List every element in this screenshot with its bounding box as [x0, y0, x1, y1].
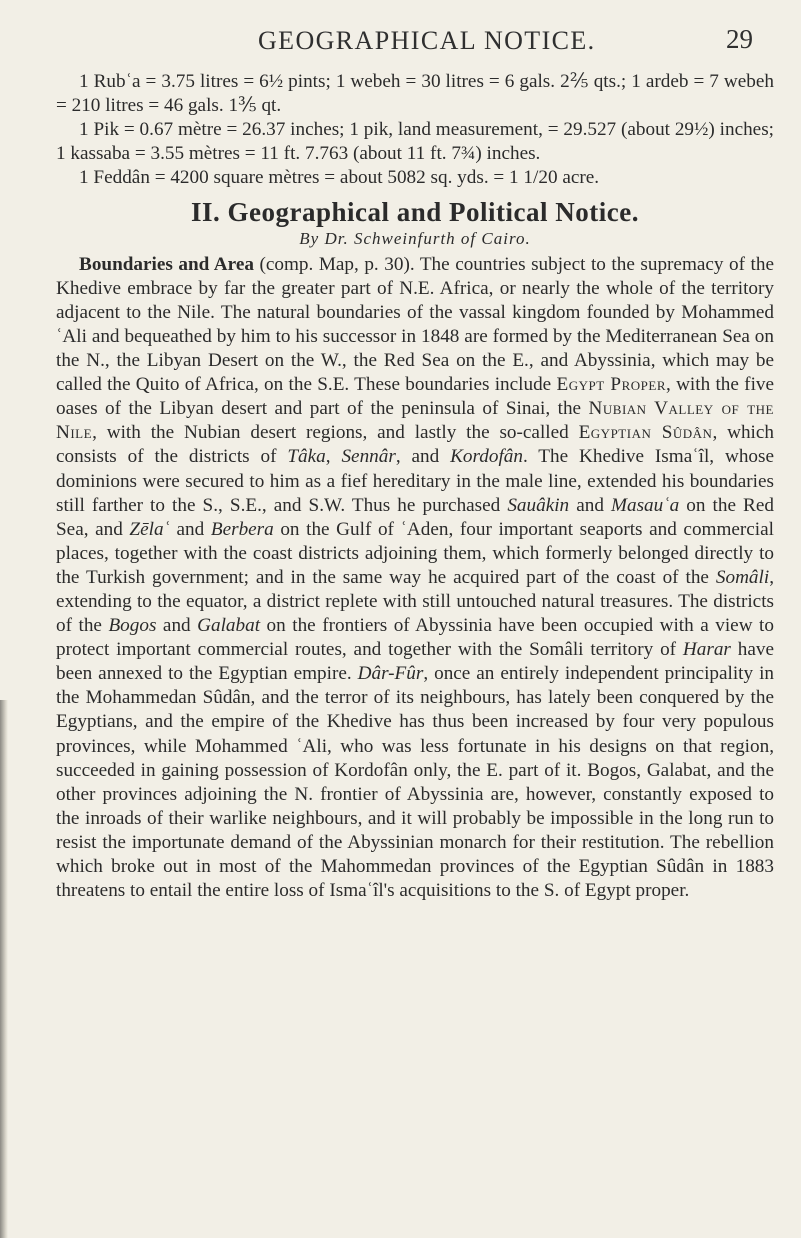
place-name: Harar [682, 639, 731, 661]
place-name: Berbera [210, 518, 274, 540]
section-heading: II. Geographical and Political Notice. [191, 197, 639, 228]
place-name: Dâr-Fûr [357, 663, 424, 685]
section-body [56, 253, 774, 904]
binding-shadow [0, 700, 8, 1238]
place-name: Egypt Proper [556, 374, 666, 396]
place-name: Egyptian Sûdân [578, 422, 713, 444]
page-number: 29 [726, 24, 753, 54]
body-text: (comp. Map, p. 30). The countries subject to the supremacy of the Khedive embrace by far the greater part of N.E. Africa, or nearly the whole of the territory adjacent to the Nile. The natural boundaries of the vassal kingdom founded by Mohammed ʿAli and bequeathed by him to his successor in 1848 are formed by the Mediterranean Sea on the N., the Libyan Desert on the W., the Red Sea on the E., and Abyssinia, which may be called the Quito of Africa, on the S.E. These boundaries include [56, 253, 774, 396]
body-text: . The Khedive Ismaʿîl, whose dominions were secured to him as a fief hereditary in the male line, extended his boundaries still farther to the S., S.E., and S.W. Thus he purchased [56, 446, 774, 516]
measure-line: 1 Feddân = 4200 square mètres = about 5082 sq. yds. = 1 1/20 acre. [79, 167, 600, 189]
place-name: Sauâkin [507, 494, 570, 516]
measure-line: 1 Rubʿa = 3.75 litres = 6½ pints; 1 webeh = 30 litres = 6 gals. 2⅖ qts.; 1 ardeb = 7 webeh = 210 litres = 46 gals. 1⅗ qt. [56, 71, 774, 117]
body-text: on the Red Sea, and [56, 494, 774, 540]
body-text: , which consists of the districts of [56, 422, 774, 468]
body-text: on the frontiers of Abyssinia have been occupied with a view to protect important commercial routes, and together with the Somâli territory of [56, 615, 774, 661]
place-name: Zēlaʿ [129, 518, 170, 540]
body-text: and [169, 518, 211, 540]
place-name: Masauʿa [611, 494, 680, 516]
section-lead: Boundaries and Area [79, 253, 254, 275]
body-text: , with the Nubian desert regions, and lastly the so-called [92, 422, 579, 444]
body-text: and [156, 615, 198, 637]
body-text: , once an entirely independent principality in the Mohammedan Sûdân, and the terror of its neighbours, has lately been conquered by the Egyptians, and the empire of the Khedive has thus been increased by four very populous provinces, while Mohammed ʿAli, who was less fortunate in his designs on that region, succeeded in gaining possession of Kordofân only, the E. part of it. Bogos, Galabat, and the other provinces adjoining the N. frontier of Abyssinia are, however, constantly exposed to the inroads of their warlike neighbours, and it will probably be impossible in the long run to resist the importunate demand of the Abyssinian monarch for their restitution. The rebellion which broke out in most of the Mahommedan provinces of the Egyptian Sûdân in 1883 threatens to entail the entire loss of Ismaʿîl's acquisitions to the S. of Egypt proper. [56, 663, 774, 902]
place-name: Kordofân [450, 446, 523, 468]
place-name: Tâka [287, 446, 326, 468]
place-name: Sennâr [341, 446, 396, 468]
body-text: and [569, 494, 611, 516]
body-text: , [325, 446, 342, 468]
body-text: on the Gulf of ʿAden, four important seaports and commercial places, together with the coast districts adjoining them, which formerly belonged directly to the Turkish government; and in the same way he acquired part of the coast of the [56, 518, 774, 588]
body-text: , with the five oases of the Libyan desert and part of the peninsula of Sinai, the [56, 374, 775, 420]
measure-line: 1 Pik = 0.67 mètre = 26.37 inches; 1 pik, land measurement, = 29.527 (about 29½) inches; 1 kassaba = 3.55 mètres = 11 ft. 7.763 (about 11 ft. 7¾) inches. [56, 119, 774, 165]
running-head [0, 22, 801, 62]
place-name: Galabat [197, 615, 261, 637]
body-text: , extending to the equator, a district replete with still untouched natural treasures. The districts of the [56, 566, 774, 637]
body-text: have been annexed to the Egyptian empire. [56, 639, 774, 685]
page-content [56, 70, 774, 903]
running-title: GEOGRAPHICAL NOTICE. [258, 26, 596, 55]
place-name: Bogos [108, 615, 157, 637]
body-text: , and [395, 446, 451, 468]
section-byline: By Dr. Schweinfurth of Cairo. [299, 228, 531, 248]
place-name: Nubian Valley of the Nile [56, 398, 774, 444]
place-name: Somâli [715, 566, 770, 588]
